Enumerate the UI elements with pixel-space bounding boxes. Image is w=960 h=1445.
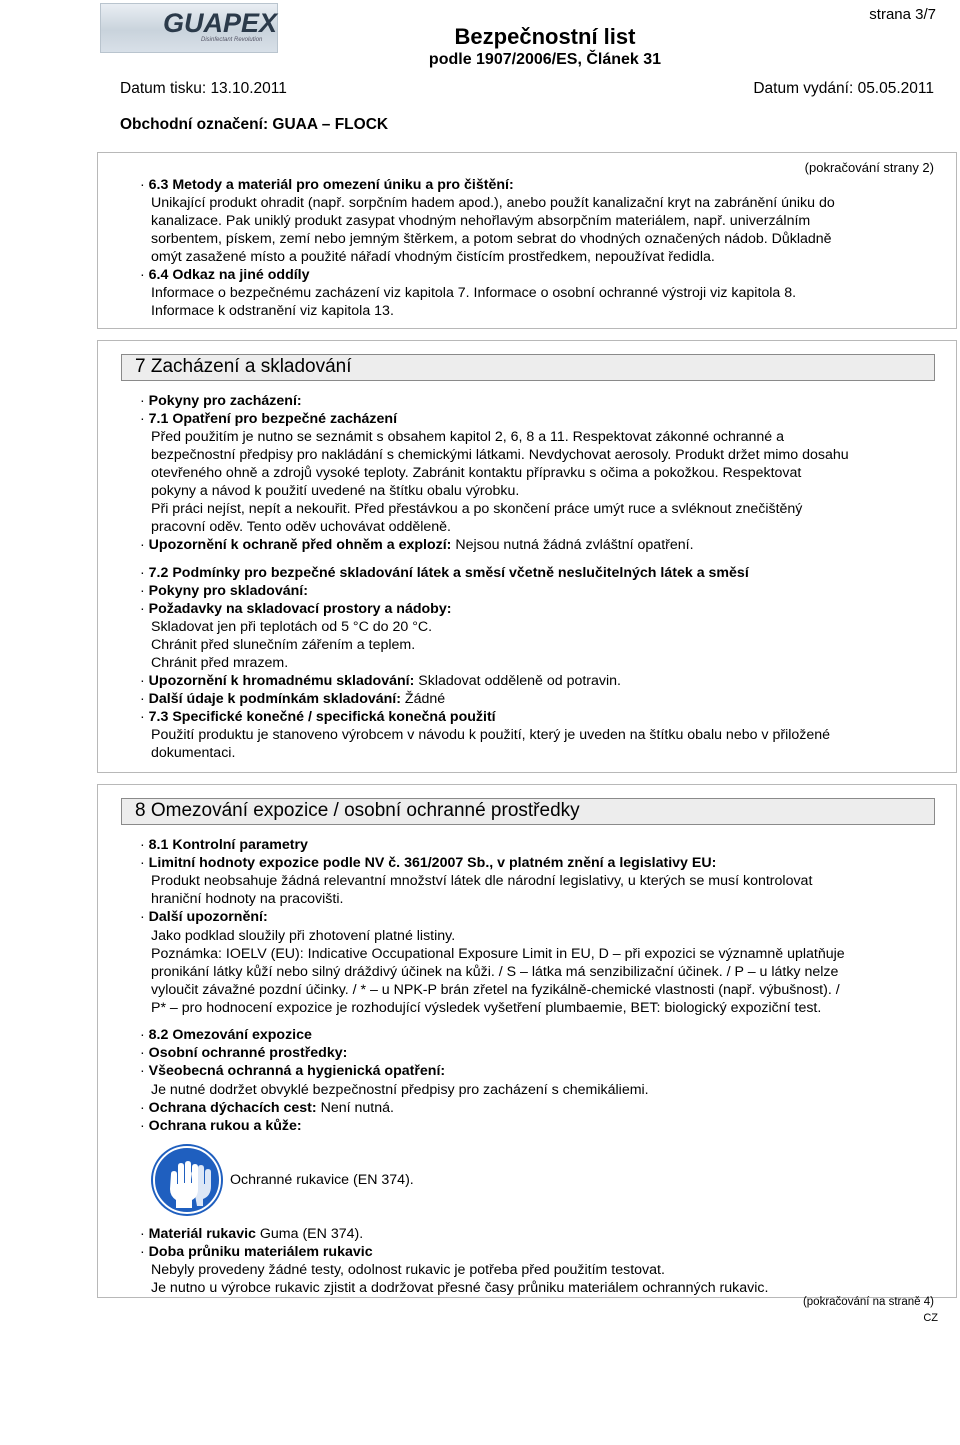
label-line: · Doba průniku materiálem rukavic <box>140 1244 373 1260</box>
text-line: Informace k odstranění viz kapitola 13. <box>151 303 394 319</box>
continuation-note-top: (pokračování strany 2) <box>804 160 934 175</box>
text-line: pronikání látky kůží nebo silný dráždivý účinek na kůži. / S – látka má senzibilizační účinek. / P – u látky nelze <box>151 964 839 980</box>
logo-text: GUAPEX <box>163 8 278 38</box>
glove-caption: Ochranné rukavice (EN 374). <box>230 1172 414 1188</box>
section-8-title: 8 Omezování expozice / osobní ochranné prostředky <box>135 800 580 821</box>
heading-8-1: · 8.1 Kontrolní parametry <box>140 837 308 853</box>
text-line: dokumentaci. <box>151 745 236 761</box>
label-line: · Všeobecná ochranná a hygienická opatření: <box>140 1063 446 1079</box>
text-line: Je nutno u výrobce rukavic zjistit a dodržovat přesné časy průniku materiálem ochranných rukavic. <box>151 1280 769 1296</box>
text-line: Použití produktu je stanoveno výrobcem v návodu k použití, který je uveden na štítku obalu nebo v přiložené <box>151 727 831 743</box>
text-line: Informace o bezpečnému zacházení viz kapitola 7. Informace o osobní ochranné výstroji viz kapitola 8. <box>151 285 797 301</box>
text-line: Produkt neobsahuje žádná relevantní množství látek dle národní legislativy, u kterých se musí kontrolovat <box>151 873 813 889</box>
text-line: pracovní oděv. Tento oděv uchovávat odděleně. <box>151 519 451 535</box>
heading-7-1: · 7.1 Opatření pro bezpečné zacházení <box>140 411 398 427</box>
glove-material-line: · Materiál rukavic Guma (EN 374). <box>140 1226 364 1242</box>
label-line: · Pokyny pro zacházení: <box>140 393 302 409</box>
respiratory-protection-line: · Ochrana dýchacích cest: Není nutná. <box>140 1100 394 1116</box>
text-line: otevřeného ohně a zdrojů vysoké teploty. Zabránit kontaktu přípravku s očima a pokožkou. Respektovat <box>151 465 802 481</box>
label-line: · Další upozornění: <box>140 909 268 925</box>
section-7-title: 7 Zacházení a skladování <box>135 356 352 377</box>
label-line: · Limitní hodnoty expozice podle NV č. 361/2007 Sb., v platném znění a legislativy EU: <box>140 855 717 871</box>
text-line: Jako podklad sloužily při zhotovení platné listiny. <box>151 928 456 944</box>
label-line: · Požadavky na skladovací prostory a nádoby: <box>140 601 452 617</box>
section-8-heading <box>121 798 935 825</box>
trade-name: Obchodní označení: GUAA – FLOCK <box>120 116 389 133</box>
section-7-heading <box>121 354 935 381</box>
heading-8-2: · 8.2 Omezování expozice <box>140 1027 312 1043</box>
continuation-note-bottom: (pokračování na straně 4) <box>802 1296 934 1308</box>
text-line: pokyny a návod k použití uvedené na štítku obalu výrobku. <box>151 483 520 499</box>
text-line: Poznámka: IOELV (EU): Indicative Occupational Exposure Limit in EU, D – při expozici se významně uplatňuje <box>151 946 845 962</box>
text-line: bezpečnostní předpisy pro nakládání s chemickými látkami. Nevdychovat aerosoly. Produkt držet mimo dosahu <box>151 447 849 463</box>
heading-7-3: · 7.3 Specifické konečné / specifická konečná použití <box>140 709 496 725</box>
text-line: Před použitím je nutno se seznámit s obsahem kapitol 2, 6, 8 a 11. Respektovat zákonné ochranné a <box>151 429 785 445</box>
document-subtitle: podle 1907/2006/ES, Článek 31 <box>428 51 662 68</box>
logo-subtitle: Disinfectant Revolution <box>201 37 263 43</box>
heading-6-4: · 6.4 Odkaz na jiné oddíly <box>140 267 310 283</box>
text-line: Je nutné dodržet obvyklé bezpečnostní předpisy pro zacházení s chemikáliemi. <box>151 1082 649 1098</box>
text-line: Unikající produkt ohradit (např. sorpčním hadem apod.), anebo použít kanalizační kryt na zabránění úniku do <box>151 195 835 211</box>
text-line: Chránit před mrazem. <box>151 655 289 671</box>
text-line: Chránit před slunečním zářením a teplem. <box>151 637 416 653</box>
text-line: sorbentem, pískem, zemí nebo jemným štěrkem, a potom sebrat do vhodných označených nádob. Důkladně <box>151 231 832 247</box>
text-line: P* – pro hodnocení expozice je rozhodující výsledek vyšetření plumbaemie, BET: biologický expoziční test. <box>151 1000 822 1016</box>
glove-icon <box>151 1144 223 1216</box>
text-line: Při práci nejíst, nepít a nekouřit. Před přestávkou a po skončení práce umýt ruce a svléknout znečištěný <box>151 501 803 517</box>
text-line: hraniční hodnoty na pracovišti. <box>151 891 344 907</box>
bulk-storage-line: · Upozornění k hromadnému skladování: Skladovat odděleně od potravin. <box>140 673 621 689</box>
language-code: CZ <box>923 1312 938 1324</box>
fire-protection-line: · Upozornění k ochraně před ohněm a explozí: Nejsou nutná žádná zvláštní opatření. <box>140 537 694 553</box>
label-line: · Ochrana rukou a kůže: <box>140 1118 302 1134</box>
print-date: Datum tisku: 13.10.2011 <box>120 80 287 97</box>
page-number: strana 3/7 <box>869 6 936 23</box>
issue-date: Datum vydání: 05.05.2011 <box>753 80 934 97</box>
text-line: vyloučit závažné pozdní účinky. / * – u NPK-P brán zřetel na fyzikálně-chemické vlastnosti (např. výbušnost). / <box>151 982 840 998</box>
text-line: omýt zasažené místo a použité nářadí vhodným čistícím prostředkem, nepoužívat ředidla. <box>151 249 715 265</box>
text-line: Skladovat jen při teplotách od 5 °C do 20 °C. <box>151 619 433 635</box>
text-line: Nebyly provedeny žádné testy, odolnost rukavic je potřeba před použitím testovat. <box>151 1262 665 1278</box>
document-title: Bezpečnostní list <box>454 24 636 49</box>
heading-6-3: · 6.3 Metody a materiál pro omezení úniku a pro čištění: <box>140 177 514 193</box>
protective-gloves-icon <box>151 1144 223 1216</box>
storage-conditions-line: · Další údaje k podmínkám skladování: Žádné <box>140 691 446 707</box>
text-line: kanalizace. Pak uniklý produkt zasypat vhodným nehořlavým absorpčním materiálem, např. univerzálním <box>151 213 811 229</box>
heading-7-2: · 7.2 Podmínky pro bezpečné skladování látek a směsí včetně neslučitelných látek a směsí <box>140 565 749 581</box>
label-line: · Osobní ochranné prostředky: <box>140 1045 348 1061</box>
label-line: · Pokyny pro skladování: <box>140 583 308 599</box>
